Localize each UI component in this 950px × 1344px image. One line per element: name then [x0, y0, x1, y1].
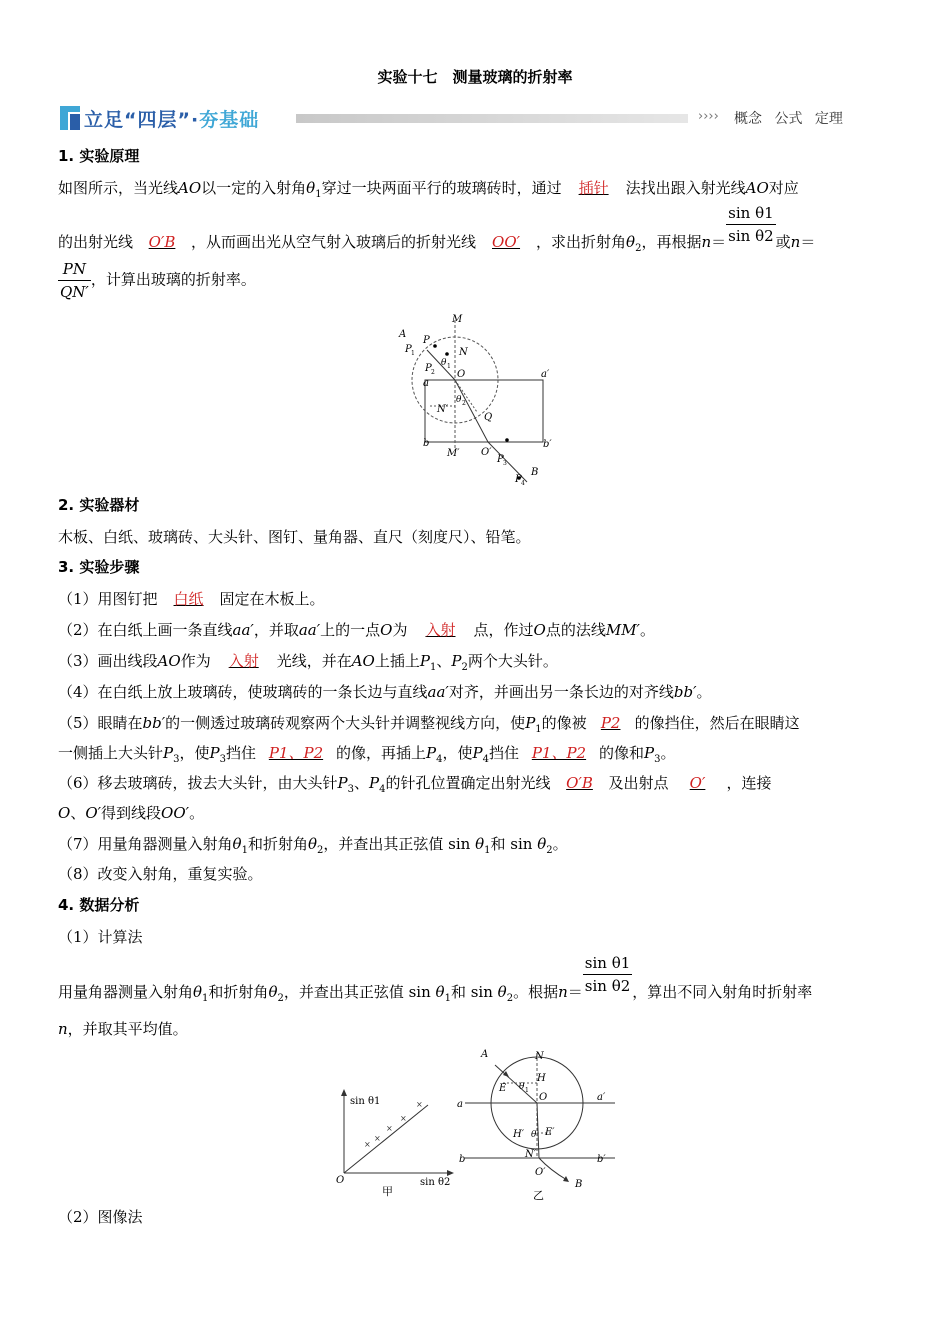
svg-text:P: P: [425, 363, 432, 374]
answer-blank: O′B: [148, 232, 176, 251]
svg-text:1: 1: [447, 363, 451, 370]
sine-ratio-fraction: $\frac{\text{sin θ1}}{\text{sin θ2}}$: [728, 204, 774, 245]
step-3: （3）画出线段AO作为 入射 光线，并在AO上插上$P_1$、$P_2$两个大头针。: [58, 652, 558, 673]
banner-title: 立足“四层”·夯基础: [84, 109, 260, 131]
equipment-list: 木板、白纸、玻璃砖、大头针、图钉、量角器、直尺（刻度尺）、铅笔。: [58, 528, 531, 546]
answer-blank: 白纸: [173, 590, 204, 608]
refraction-diagram: [395, 310, 565, 490]
step-7: （7）用量角器测量入射角$\theta_1$和折射角$\theta_2$，并查出其正弦值 $\sin \theta_1$和 $\sin \theta_2$。: [58, 835, 568, 856]
analysis-line-2: n，并取其平均值。: [58, 1020, 188, 1038]
svg-text:O′: O′: [481, 447, 492, 458]
svg-text:O: O: [539, 1092, 548, 1103]
answer-blank: P2: [600, 714, 621, 732]
circle-construction-figure: [455, 1045, 620, 1205]
svg-text:M: M: [452, 314, 463, 325]
svg-text:P: P: [497, 454, 504, 465]
svg-text:A: A: [399, 329, 407, 340]
length-ratio-fraction: $\frac{PN}{QN'}$: [60, 260, 89, 301]
step-6-line-2: O、O′得到线段OO′。: [58, 804, 205, 822]
svg-text:×: ×: [374, 1134, 381, 1143]
svg-text:N: N: [535, 1051, 544, 1062]
section-banner: [58, 102, 888, 134]
svg-text:N′: N′: [437, 404, 449, 415]
section-heading-principle: 1. 实验原理: [58, 147, 140, 165]
svg-text:O: O: [457, 369, 466, 380]
svg-text:b: b: [423, 438, 430, 449]
step-8: （8）改变入射角，重复实验。: [58, 865, 263, 883]
svg-text:θ: θ: [456, 395, 462, 405]
section-heading-steps: 3. 实验步骤: [58, 558, 140, 576]
section-heading-equipment: 2. 实验器材: [58, 496, 140, 514]
svg-text:P: P: [423, 335, 430, 346]
svg-text:M′: M′: [447, 448, 460, 459]
svg-text:2: 2: [462, 400, 466, 407]
svg-text:O: O: [336, 1175, 345, 1186]
chevrons-icon: ››››: [698, 109, 719, 124]
svg-text:乙: 乙: [533, 1189, 544, 1202]
answer-blank: O′: [689, 774, 706, 792]
svg-text:×: ×: [386, 1124, 393, 1133]
svg-text:×: ×: [364, 1140, 371, 1149]
step-5-line-1: （5）眼睛在bb′的一侧透过玻璃砖观察两个大头针并调整视线方向，使$P_1$的像被 P2 的像挡住，然后在眼睛这: [58, 714, 800, 735]
svg-text:1: 1: [411, 350, 415, 357]
banner-divider-bar: [296, 114, 688, 123]
answer-blank: OO′: [492, 232, 521, 251]
svg-text:E: E: [499, 1083, 507, 1094]
principle-line-1: 如图所示，当光线AO以一定的入射角$\theta_1$穿过一块两面平行的玻璃砖时，通过 插针 法找出跟入射光线AO对应: [58, 179, 799, 200]
svg-text:Q: Q: [484, 412, 493, 423]
step-6-line-1: （6）移去玻璃砖，拔去大头针，由大头针$P_3$、$P_4$的针孔位置确定出射光线 O′B 及出射点 O′ ，连接: [58, 774, 772, 795]
svg-text:a: a: [423, 378, 429, 389]
analysis-method-1: （1）计算法: [58, 928, 143, 946]
svg-text:θ: θ: [519, 1082, 525, 1092]
svg-text:A: A: [481, 1049, 489, 1060]
analysis-method-2: （2）图像法: [58, 1208, 143, 1226]
svg-text:1: 1: [525, 1087, 529, 1094]
svg-text:b′: b′: [597, 1154, 606, 1165]
principle-line-2: 的出射光线 O′B ，从而画出光从空气射入玻璃后的折射光线 OO′ ，求出折射角$\theta_2$，再根据n＝ $\frac{\text{sin θ1}}{\text{sin θ2}}$ 或n＝: [58, 204, 816, 254]
banner-tags: 概念 公式 定理: [734, 111, 843, 127]
svg-text:b: b: [459, 1154, 466, 1165]
svg-text:P: P: [515, 474, 522, 485]
svg-text:O′: O′: [535, 1167, 546, 1178]
svg-text:E′: E′: [545, 1127, 555, 1138]
step-4: （4）在白纸上放上玻璃砖，使玻璃砖的一条长边与直线aa′对齐，并画出另一条长边的对齐线bb′。: [58, 683, 712, 701]
section-heading-analysis: 4. 数据分析: [58, 896, 140, 914]
svg-text:×: ×: [400, 1114, 407, 1123]
sine-ratio-fraction: $\frac{\text{sin θ1}}{\text{sin θ2}}$: [584, 954, 631, 995]
svg-text:×: ×: [416, 1100, 423, 1109]
svg-text:θ: θ: [531, 1130, 537, 1140]
analysis-line-1: 用量角器测量入射角$\theta_1$和折射角$\theta_2$，并查出其正弦值 $\sin \theta_1$和 $\sin \theta_2$。根据n＝ $\frac{\text{sin θ1}}{\text{sin θ2}}$ ，算出不同入射角时折射率: [58, 954, 813, 1004]
step-1: （1）用图钉把 白纸 固定在木板上。: [58, 590, 325, 608]
answer-blank: 入射: [228, 652, 259, 670]
svg-text:sin θ1: sin θ1: [350, 1096, 381, 1107]
svg-text:4: 4: [521, 480, 525, 487]
svg-text:2: 2: [431, 369, 435, 376]
answer-blank: O′B: [566, 774, 593, 792]
svg-text:甲: 甲: [382, 1185, 393, 1198]
svg-text:N′: N′: [525, 1149, 537, 1160]
svg-text:θ: θ: [441, 358, 447, 368]
answer-blank: P1、P2: [268, 744, 324, 762]
step-2: （2）在白纸上画一条直线aa′，并取aa′上的一点O为 入射 点，作过O点的法线MM′。: [58, 621, 655, 639]
answer-blank: P1、P2: [531, 744, 587, 762]
principle-line-3: $\frac{PN}{QN'}$ ，计算出玻璃的折射率。: [60, 260, 256, 301]
svg-text:a′: a′: [541, 369, 550, 380]
svg-text:a′: a′: [597, 1092, 606, 1103]
svg-text:B: B: [531, 467, 539, 478]
svg-text:a: a: [457, 1099, 463, 1110]
answer-blank: 插针: [578, 179, 609, 197]
svg-text:b′: b′: [543, 439, 552, 450]
svg-text:B: B: [575, 1179, 583, 1190]
svg-text:H′: H′: [513, 1129, 524, 1140]
sine-graph-figure: [330, 1085, 460, 1200]
svg-text:P: P: [405, 344, 412, 355]
step-5-line-2: 一侧插上大头针$P_3$，使$P_3$挡住 P1、P2 的像，再插上$P_4$，使$P_4$挡住 P1、P2 的像和$P_3$。: [58, 744, 676, 765]
svg-text:H: H: [537, 1073, 546, 1084]
answer-blank: 入射: [425, 621, 456, 639]
page-title: 实验十七 测量玻璃的折射率: [377, 68, 573, 86]
svg-text:sin θ2: sin θ2: [420, 1177, 451, 1188]
svg-text:3: 3: [503, 460, 507, 467]
svg-text:N: N: [459, 347, 468, 358]
